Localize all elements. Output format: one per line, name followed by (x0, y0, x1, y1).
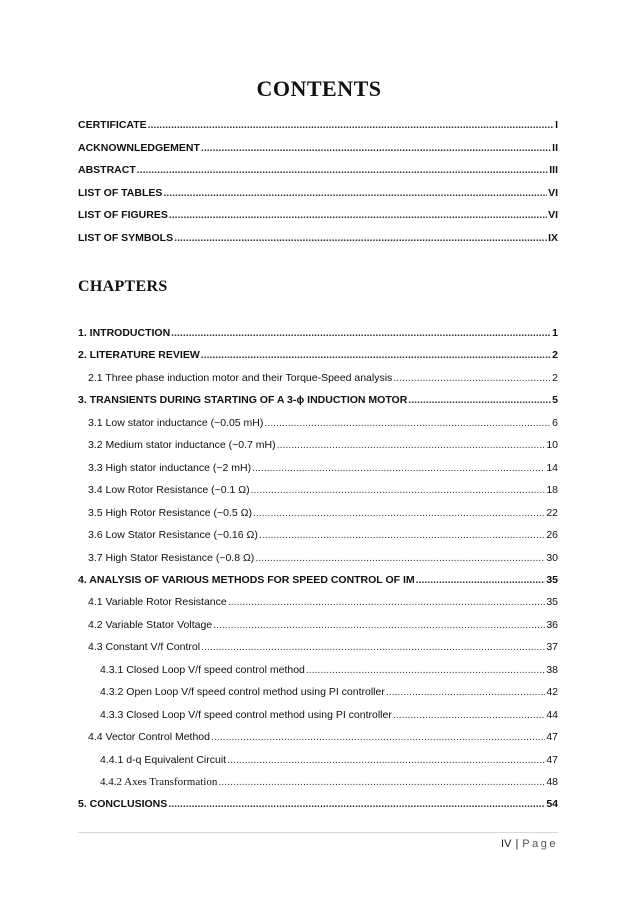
chapter-entry-label: 4.2 Variable Stator Voltage (88, 618, 213, 631)
chapter-entry[interactable] (100, 754, 558, 767)
chapter-entry-page-number: 2 (552, 371, 558, 384)
front-entry-page-number: III (549, 164, 558, 177)
chapter-entry-leader-dots (259, 529, 546, 542)
chapter-entry-label: 4.3 Constant V/f Control (88, 641, 201, 654)
chapter-entry[interactable] (88, 619, 558, 632)
front-entry-label: LIST OF FIGURES (78, 209, 168, 222)
chapter-entry-leader-dots (218, 776, 545, 789)
chapter-entry-label: 4.4.2 Axes Transformation (100, 776, 218, 788)
chapter-entry-label: 5. CONCLUSIONS (78, 798, 168, 811)
chapter-entry-leader-dots (393, 372, 551, 385)
chapter-entry[interactable] (100, 709, 558, 722)
front-entry-page-number: VI (548, 209, 558, 222)
chapter-entry-page-number: 36 (546, 618, 558, 631)
chapter-entry-leader-dots (211, 731, 545, 744)
front-entry-label: CERTIFICATE (78, 119, 147, 131)
footer-page-word: Page (522, 838, 558, 850)
front-entry[interactable] (78, 119, 558, 132)
chapter-entry-page-number: 44 (546, 708, 558, 721)
chapter-entry-page-number: 47 (546, 731, 558, 744)
chapter-entry[interactable] (88, 484, 558, 497)
chapter-entry-leader-dots (171, 327, 551, 340)
chapter-entry-label: 4.4 Vector Control Method (88, 731, 210, 744)
chapter-entry-page-number: 1 (552, 327, 558, 339)
chapter-entry[interactable] (88, 552, 558, 565)
chapter-entry-label: 2.1 Three phase induction motor and their Torque-Speed analysis (88, 371, 393, 384)
chapter-entry[interactable] (88, 372, 558, 385)
chapter-entry-page-number: 30 (546, 551, 558, 564)
chapter-entry[interactable] (88, 596, 558, 609)
chapter-entry[interactable] (88, 417, 558, 430)
chapter-entry-page-number: 48 (546, 776, 558, 788)
chapter-entry-label: 3.2 Medium stator inductance (~0.7 mH) (88, 439, 276, 452)
chapter-entry-label: 4.3.1 Closed Loop V/f speed control method (100, 663, 305, 676)
chapter-entry-label: 3.7 High Stator Resistance (~0.8 Ω) (88, 551, 255, 564)
front-entry-page-number: VI (548, 186, 558, 199)
chapter-entry-label: 3.6 Low Stator Resistance (~0.16 Ω) (88, 529, 258, 542)
chapter-entry[interactable] (88, 462, 558, 475)
chapter-entry[interactable] (78, 574, 558, 587)
chapter-entry-leader-dots (201, 641, 545, 654)
chapter-entry-label: 3.1 Low stator inductance (~0.05 mH) (88, 416, 264, 429)
front-entry-leader-dots (148, 119, 554, 132)
footer-page-number: IV (501, 838, 512, 850)
front-entry-page-number: II (552, 141, 558, 154)
front-entry-leader-dots (174, 232, 547, 245)
chapter-entry-page-number: 6 (552, 416, 558, 429)
chapters-heading: CHAPTERS (78, 278, 168, 295)
chapter-entry-leader-dots (416, 574, 546, 587)
front-entry-label: LIST OF TABLES (78, 186, 163, 199)
front-entry[interactable] (78, 187, 558, 200)
chapter-entry-page-number: 14 (546, 461, 558, 474)
footer-separator: | (515, 838, 519, 850)
chapter-entry-leader-dots (251, 484, 546, 497)
chapter-entry[interactable] (88, 439, 558, 452)
chapter-entry-page-number: 26 (546, 529, 558, 542)
chapter-entry-label: 3.3 High stator inductance (~2 mH) (88, 461, 252, 474)
chapter-entry-label: 4.4.1 d-q Equivalent Circuit (100, 753, 227, 766)
chapter-entry-page-number: 2 (552, 349, 558, 362)
page-title: CONTENTS (256, 76, 382, 101)
chapter-entry[interactable] (100, 776, 558, 789)
front-entry-page-number: I (555, 119, 558, 131)
chapter-entry-leader-dots (201, 349, 551, 362)
chapter-entry-leader-dots (408, 394, 551, 407)
chapter-entry[interactable] (88, 529, 558, 542)
chapter-entry-leader-dots (255, 552, 545, 565)
chapter-entry-page-number: 5 (552, 394, 558, 407)
chapter-entry-page-number: 54 (546, 798, 558, 811)
front-entry-leader-dots (201, 142, 551, 155)
chapter-entry-label: 4. ANALYSIS OF VARIOUS METHODS FOR SPEED CONTROL OF IM (78, 573, 415, 586)
chapter-entry-page-number: 38 (546, 663, 558, 676)
chapter-entry[interactable] (78, 349, 558, 362)
front-entry-leader-dots (137, 164, 548, 177)
front-entry-label: ACKNOWNLEDGEMENT (78, 141, 200, 154)
page-footer (501, 838, 558, 850)
chapter-entry-label: 1. INTRODUCTION (78, 327, 171, 339)
front-entry-page-number: IX (548, 232, 558, 244)
chapter-entry-leader-dots (277, 439, 546, 452)
front-entry-label: LIST OF SYMBOLS (78, 232, 174, 244)
chapter-entry[interactable] (78, 798, 558, 811)
chapter-entry-page-number: 35 (546, 573, 558, 586)
chapter-entry-label: 3.4 Low Rotor Resistance (~0.1 Ω) (88, 484, 250, 497)
chapter-entry-page-number: 42 (546, 686, 558, 699)
chapter-entry-page-number: 47 (546, 753, 558, 766)
front-entry-leader-dots (169, 209, 547, 222)
chapter-entry-leader-dots (306, 664, 545, 677)
front-entry[interactable] (78, 164, 558, 177)
front-entry[interactable] (78, 232, 558, 245)
chapter-entry-leader-dots (227, 754, 545, 767)
chapter-entry-label: 4.1 Variable Rotor Resistance (88, 596, 227, 609)
footer-divider (78, 832, 558, 833)
chapter-entry-leader-dots (168, 798, 545, 811)
chapter-entry-leader-dots (228, 596, 546, 609)
chapter-entry-leader-dots (264, 417, 551, 430)
chapter-entry-page-number: 35 (546, 596, 558, 609)
chapter-entry-leader-dots (386, 686, 545, 699)
chapter-entry[interactable] (88, 641, 558, 654)
chapter-entry-label: 3. TRANSIENTS DURING STARTING OF A 3-ϕ INDUCTION MOTOR (78, 394, 408, 407)
chapter-entry-page-number: 10 (546, 439, 558, 452)
front-entry-label: ABSTRACT (78, 164, 136, 177)
chapter-entry-label: 4.3.2 Open Loop V/f speed control method using PI controller (100, 686, 385, 699)
chapter-entry[interactable] (100, 664, 558, 677)
chapter-entry-page-number: 18 (546, 484, 558, 497)
front-entry[interactable] (78, 209, 558, 222)
front-entry[interactable] (78, 142, 558, 155)
chapter-entry[interactable] (100, 686, 558, 699)
chapter-entry[interactable] (88, 731, 558, 744)
chapter-entry[interactable] (78, 327, 558, 340)
chapter-entry[interactable] (88, 507, 558, 520)
chapter-entry-page-number: 22 (546, 506, 558, 519)
chapter-entry[interactable] (78, 394, 558, 407)
front-entry-leader-dots (163, 187, 547, 200)
chapter-entry-leader-dots (393, 709, 545, 722)
chapter-entry-page-number: 37 (546, 641, 558, 654)
chapter-entry-label: 2. LITERATURE REVIEW (78, 349, 200, 362)
chapter-entry-label: 3.5 High Rotor Resistance (~0.5 Ω) (88, 506, 252, 519)
chapter-entry-leader-dots (213, 619, 545, 632)
chapter-entry-label: 4.3.3 Closed Loop V/f speed control method using PI controller (100, 708, 392, 721)
chapter-entry-leader-dots (253, 507, 545, 520)
chapter-entry-leader-dots (252, 462, 545, 475)
